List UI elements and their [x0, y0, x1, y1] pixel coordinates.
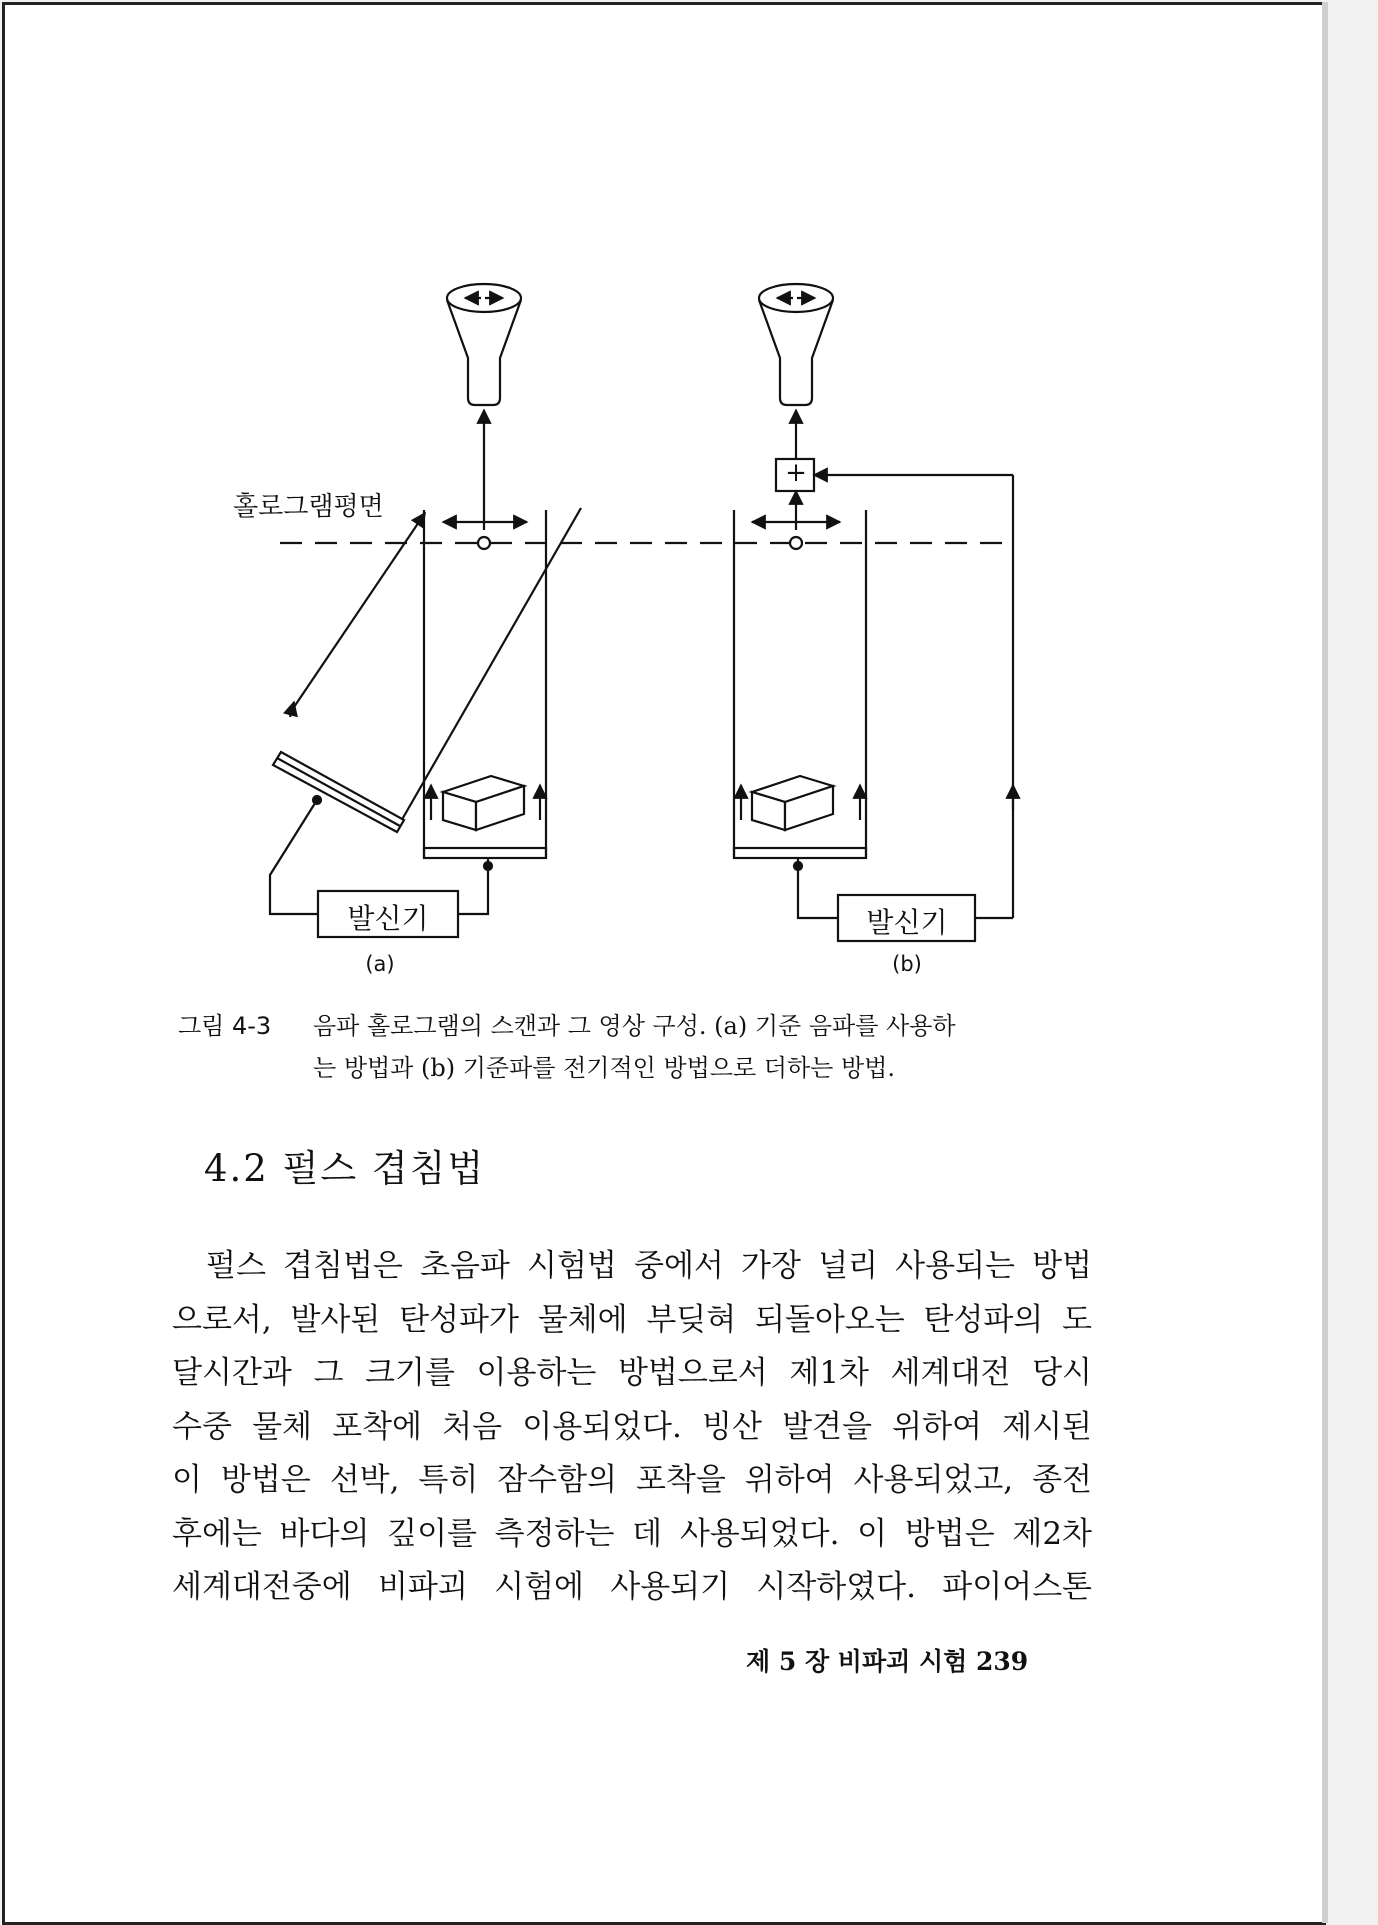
body-line: 으로서, 발사된 탄성파가 물체에 부딪혀 되돌아오는 탄성파의 도	[172, 1301, 1092, 1338]
body-line: 이 방법은 선박, 특히 잠수함의 포착을 위하여 사용되었고, 종전	[172, 1462, 1092, 1498]
wire-b-left	[798, 858, 838, 918]
hologram-plane-label: 홀로그램평면	[233, 492, 384, 522]
body-paragraph	[172, 1240, 1092, 1615]
object-block-b	[752, 776, 833, 830]
caption-line-1: 음파 홀로그램의 스캔과 그 영상 구성. (a) 기준 음파를 사용하	[313, 1012, 956, 1040]
caption-line-2: 는 방법과 (b) 기준파를 전기적인 방법으로 더하는 방법.	[313, 1054, 895, 1082]
receiver-b	[790, 537, 802, 549]
display-scope-b	[759, 284, 833, 405]
body-line: 펄스 겹침법은 초음파 시험법 중에서 가장 널리 사용되는 방법	[206, 1248, 1092, 1284]
panel-label-a: (a)	[365, 952, 395, 976]
reference-transducer	[273, 752, 404, 832]
body-line: 달시간과 그 크기를 이용하는 방법으로서 제1차 세계대전 당시	[172, 1355, 1092, 1391]
object-block-a	[443, 776, 524, 830]
figure-caption	[178, 1005, 1098, 1089]
panel-label-b: (b)	[892, 952, 922, 976]
body-line: 수중 물체 포착에 처음 이용되었다. 빙산 발견을 위하여 제시된	[172, 1408, 1092, 1445]
section-heading: 4.2 펄스 겹침법	[204, 1147, 486, 1190]
page-footer: 제 5 장 비파괴 시험 239	[746, 1647, 1029, 1676]
adder-symbol: +	[785, 458, 807, 488]
receiver-a	[478, 537, 490, 549]
body-line: 세계대전중에 비파괴 시험에 사용되기 시작하였다. 파이어스톤	[172, 1569, 1092, 1605]
oscillator-label-b: 발신기	[866, 906, 948, 939]
body-line: 후에는 바다의 깊이를 측정하는 데 사용되었다. 이 방법은 제2차	[172, 1515, 1092, 1552]
caption-number: 그림 4-3	[178, 1012, 272, 1040]
wire-a-left	[270, 800, 318, 914]
display-scope-a	[447, 284, 521, 405]
oscillator-label-a: 발신기	[347, 902, 429, 935]
